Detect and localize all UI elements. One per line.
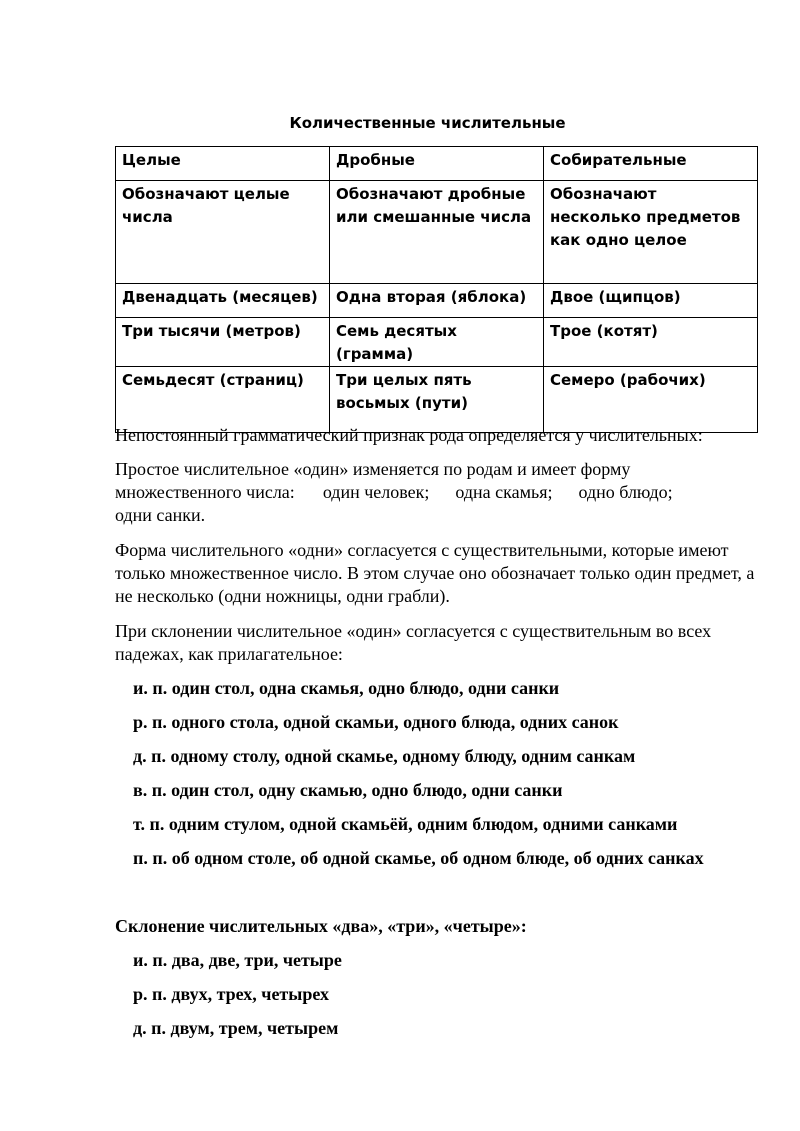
table-cell: Семеро (рабочих): [544, 367, 758, 433]
table-row: [116, 367, 758, 433]
declension-two-genitive: р. п. двух, трех, четырех: [133, 984, 329, 1004]
declension-two-nominative: и. п. два, две, три, четыре: [133, 950, 342, 970]
paragraph-1: Непостоянный грамматический признак рода определяется у числительных:: [115, 425, 703, 445]
header-cell: Дробные: [330, 147, 544, 181]
table-cell: Обозначают несколько предметов как одно целое: [544, 181, 758, 284]
declension-two-dative: д. п. двум, трем, четырем: [133, 1018, 339, 1038]
table-cell: Двенадцать (месяцев): [116, 284, 330, 318]
paragraph-2-line-2: [115, 481, 755, 504]
table-cell: Семь десятых (грамма): [330, 318, 544, 367]
declension-one-prepositional: п. п. об одном столе, об одной скамье, об одном блюде, об одних санках: [133, 848, 704, 868]
table-title: Количественные числительные: [289, 114, 566, 132]
table-cell: Обозначают целые числа: [116, 181, 330, 284]
table-cell: Одна вторая (яблока): [330, 284, 544, 318]
numerals-table: [115, 146, 758, 433]
paragraph-2-line-1: Простое числительное «один» изменяется по родам и имеет форму: [115, 459, 631, 479]
table-cell: Три тысячи (метров): [116, 318, 330, 367]
declension-one-genitive: р. п. одного стола, одной скамьи, одного блюда, одних санок: [133, 712, 619, 732]
declension-one-accusative: в. п. один стол, одну скамью, одно блюдо, одни санки: [133, 780, 563, 800]
table-row: [116, 318, 758, 367]
table-cell: Три целых пять восьмых (пути): [330, 367, 544, 433]
table-cell: Семьдесят (страниц): [116, 367, 330, 433]
section-heading: Склонение числительных «два», «три», «четыре»:: [115, 916, 527, 936]
table-cell: Обозначают дробные или смешанные числа: [330, 181, 544, 284]
table-cell: Трое (котят): [544, 318, 758, 367]
header-cell: Целые: [116, 147, 330, 181]
declension-one-dative: д. п. одному столу, одной скамье, одному блюду, одним санкам: [133, 746, 636, 766]
example-one-sled: одни санки.: [115, 505, 206, 525]
example-one-dish: одно блюдо;: [578, 482, 673, 502]
table-header-row: [116, 147, 758, 181]
declension-one-nominative: и. п. один стол, одна скамья, одно блюдо, одни санки: [133, 678, 560, 698]
paragraph-4: При склонении числительное «один» согласуется с существительным во всех падежах, как прилагательное:: [115, 621, 712, 664]
paragraph-2-text: множественного числа:: [115, 482, 295, 502]
header-cell: Собирательные: [544, 147, 758, 181]
paragraph-3: Форма числительного «одни» согласуется с существительными, которые имеют только множественное число. В этом случае оно обозначает только один предмет, а не несколько (одни ножницы, одни грабли).: [115, 540, 755, 606]
example-one-bench: одна скамья;: [455, 482, 553, 502]
paragraph-2: [115, 458, 755, 527]
table-row: [116, 181, 758, 284]
declension-one-instrumental: т. п. одним стулом, одной скамьёй, одним блюдом, одними санками: [133, 814, 678, 834]
table-cell: Двое (щипцов): [544, 284, 758, 318]
example-one-person: один человек;: [322, 482, 430, 502]
table-row: [116, 284, 758, 318]
